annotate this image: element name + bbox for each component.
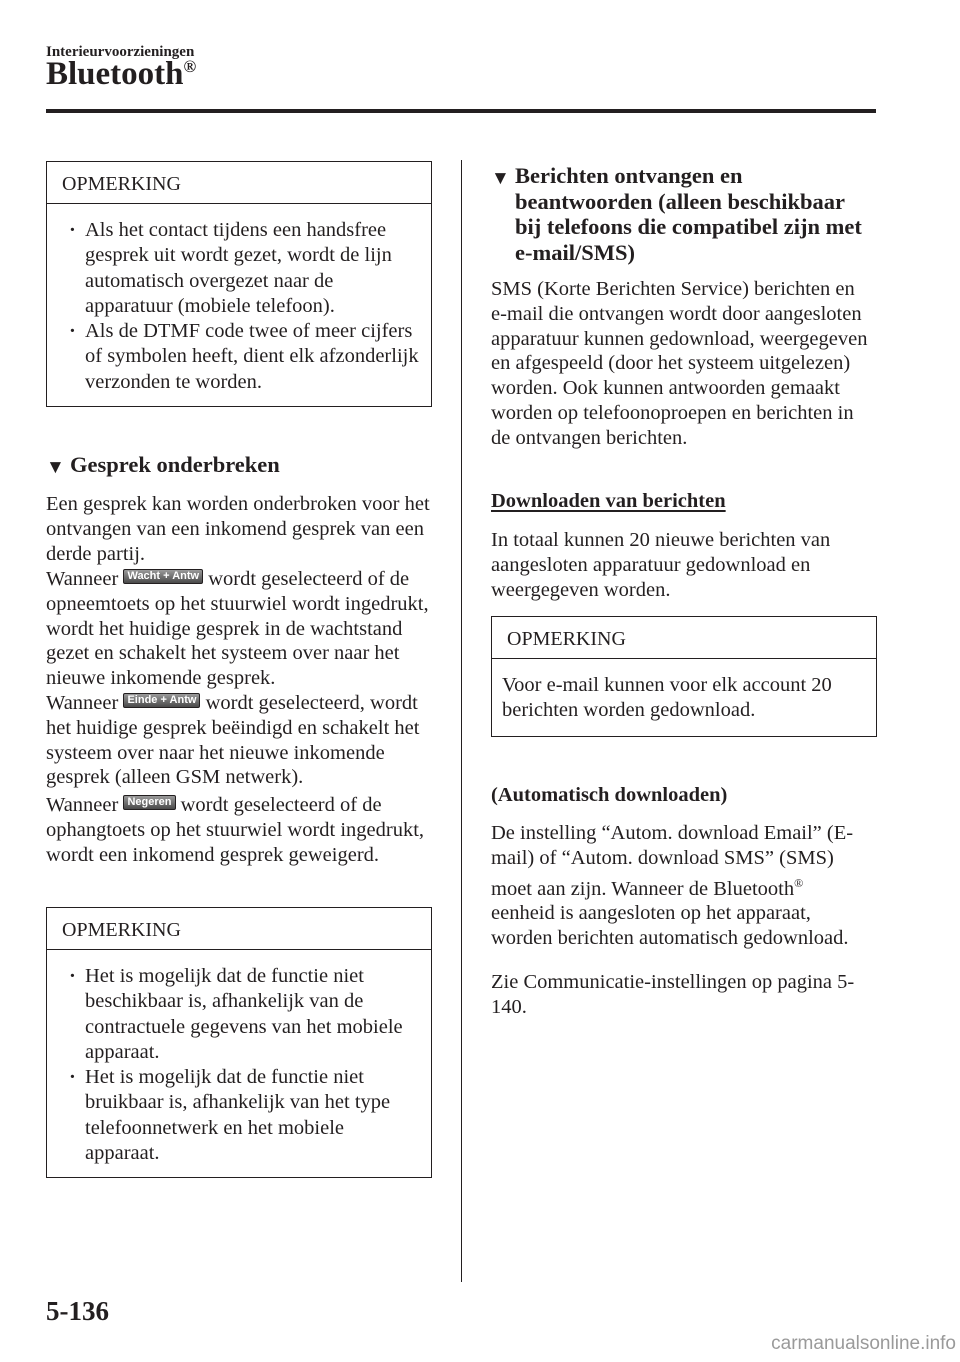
registered-mark: ®: [794, 875, 804, 890]
note-item: · Het is mogelijk dat de functie niet bruikbaar is, afhankelijk van het type telefoonnetwerk en het mobiele apparaat.: [61, 1065, 419, 1166]
note-item: · Het is mogelijk dat de functie niet beschikbaar is, afhankelijk van de contractuele gegevens van het mobiele apparaat.: [61, 964, 419, 1065]
paragraph: Wanneer Einde + Antw wordt geselecteerd, wordt het huidige gesprek beëindigd en schakelt het systeem over naar het nieuwe inkomende gesprek (alleen GSM netwerk).: [46, 692, 420, 789]
note-title: OPMERKING: [492, 617, 876, 659]
page-title: Bluetooth®: [46, 56, 197, 92]
note-title: OPMERKING: [47, 162, 431, 204]
paragraph: Wanneer Negeren wordt geselecteerd of de ophangtoets op het stuurwiel wordt ingedrukt, wordt een inkomend gesprek geweigerd.: [46, 794, 425, 866]
watermark: carmanualsonline.info: [771, 1333, 956, 1354]
paragraph: In totaal kunnen 20 nieuwe berichten van aangesloten apparatuur gedownload en weergegeven worden.: [491, 529, 831, 601]
sub-heading-download: Downloaden van berichten: [491, 490, 726, 512]
note-item: · Als de DTMF code twee of meer cijfers of symbolen heeft, dient elk afzonderlijk verzonden te worden.: [61, 319, 419, 395]
paragraph: Wanneer Wacht + Antw wordt geselecteerd of de opneemtoets op het stuurwiel wordt ingedrukt, wordt het huidige gesprek in de wachtstand gezet en schakelt het systeem over naar het nieuwe inkomende gesprek.: [46, 568, 429, 690]
negeren-button-icon: Negeren: [123, 795, 175, 810]
paragraph: SMS (Korte Berichten Service) berichten en e-mail die ontvangen wordt door aangesloten apparatuur kunnen gedownload, weergegeven en afgespeeld (door het systeem uitgelezen) worden. Ook kunnen antwoorden gemaakt worden op telefoonoproepen en berichten in de ontvangen berichten.: [491, 278, 868, 449]
section-title: Interieurvoorzieningen: [46, 44, 195, 60]
note-box-availability: [46, 907, 432, 1178]
note-box-email: [491, 616, 877, 737]
note-box-handsfree: [46, 161, 432, 407]
header-divider: [46, 109, 876, 113]
section-heading-interrupt: ▼ Gesprek onderbreken: [46, 452, 446, 478]
note-text: Voor e-mail kunnen voor elk account 20 berichten worden gedownload.: [502, 674, 832, 722]
paragraph: Zie Communicatie-instellingen op pagina 5-140.: [491, 971, 855, 1018]
page-number: 5-136: [46, 1296, 109, 1326]
triangle-icon: ▼: [46, 457, 65, 478]
sub-heading-auto-download: (Automatisch downloaden): [491, 784, 728, 806]
triangle-icon: ▼: [491, 168, 510, 189]
note-item: · Als het contact tijdens een handsfree gesprek uit wordt gezet, wordt de lijn automatisch overgezet naar de apparatuur (mobiele telefoon).: [61, 218, 419, 319]
registered-mark: ®: [183, 57, 197, 76]
section-heading-messages: ▼ Berichten ontvangen en beantwoorden (alleen beschikbaar bij telefoons die compatibel zijn met e-mail/SMS): [491, 163, 862, 265]
paragraph: De instelling “Autom. download Email” (E-mail) of “Autom. download SMS” (SMS) moet aan zijn. Wanneer de Bluetooth® eenheid is aangesloten op het apparaat, worden berichten automatisch gedownload.: [491, 822, 854, 950]
note-title: OPMERKING: [47, 908, 431, 950]
wacht-antw-button-icon: Wacht + Antw: [123, 569, 203, 584]
paragraph: Een gesprek kan worden onderbroken voor het ontvangen van een inkomend gesprek van een derde partij.: [46, 493, 430, 565]
column-divider: [461, 160, 462, 1282]
einde-antw-button-icon: Einde + Antw: [123, 693, 200, 708]
